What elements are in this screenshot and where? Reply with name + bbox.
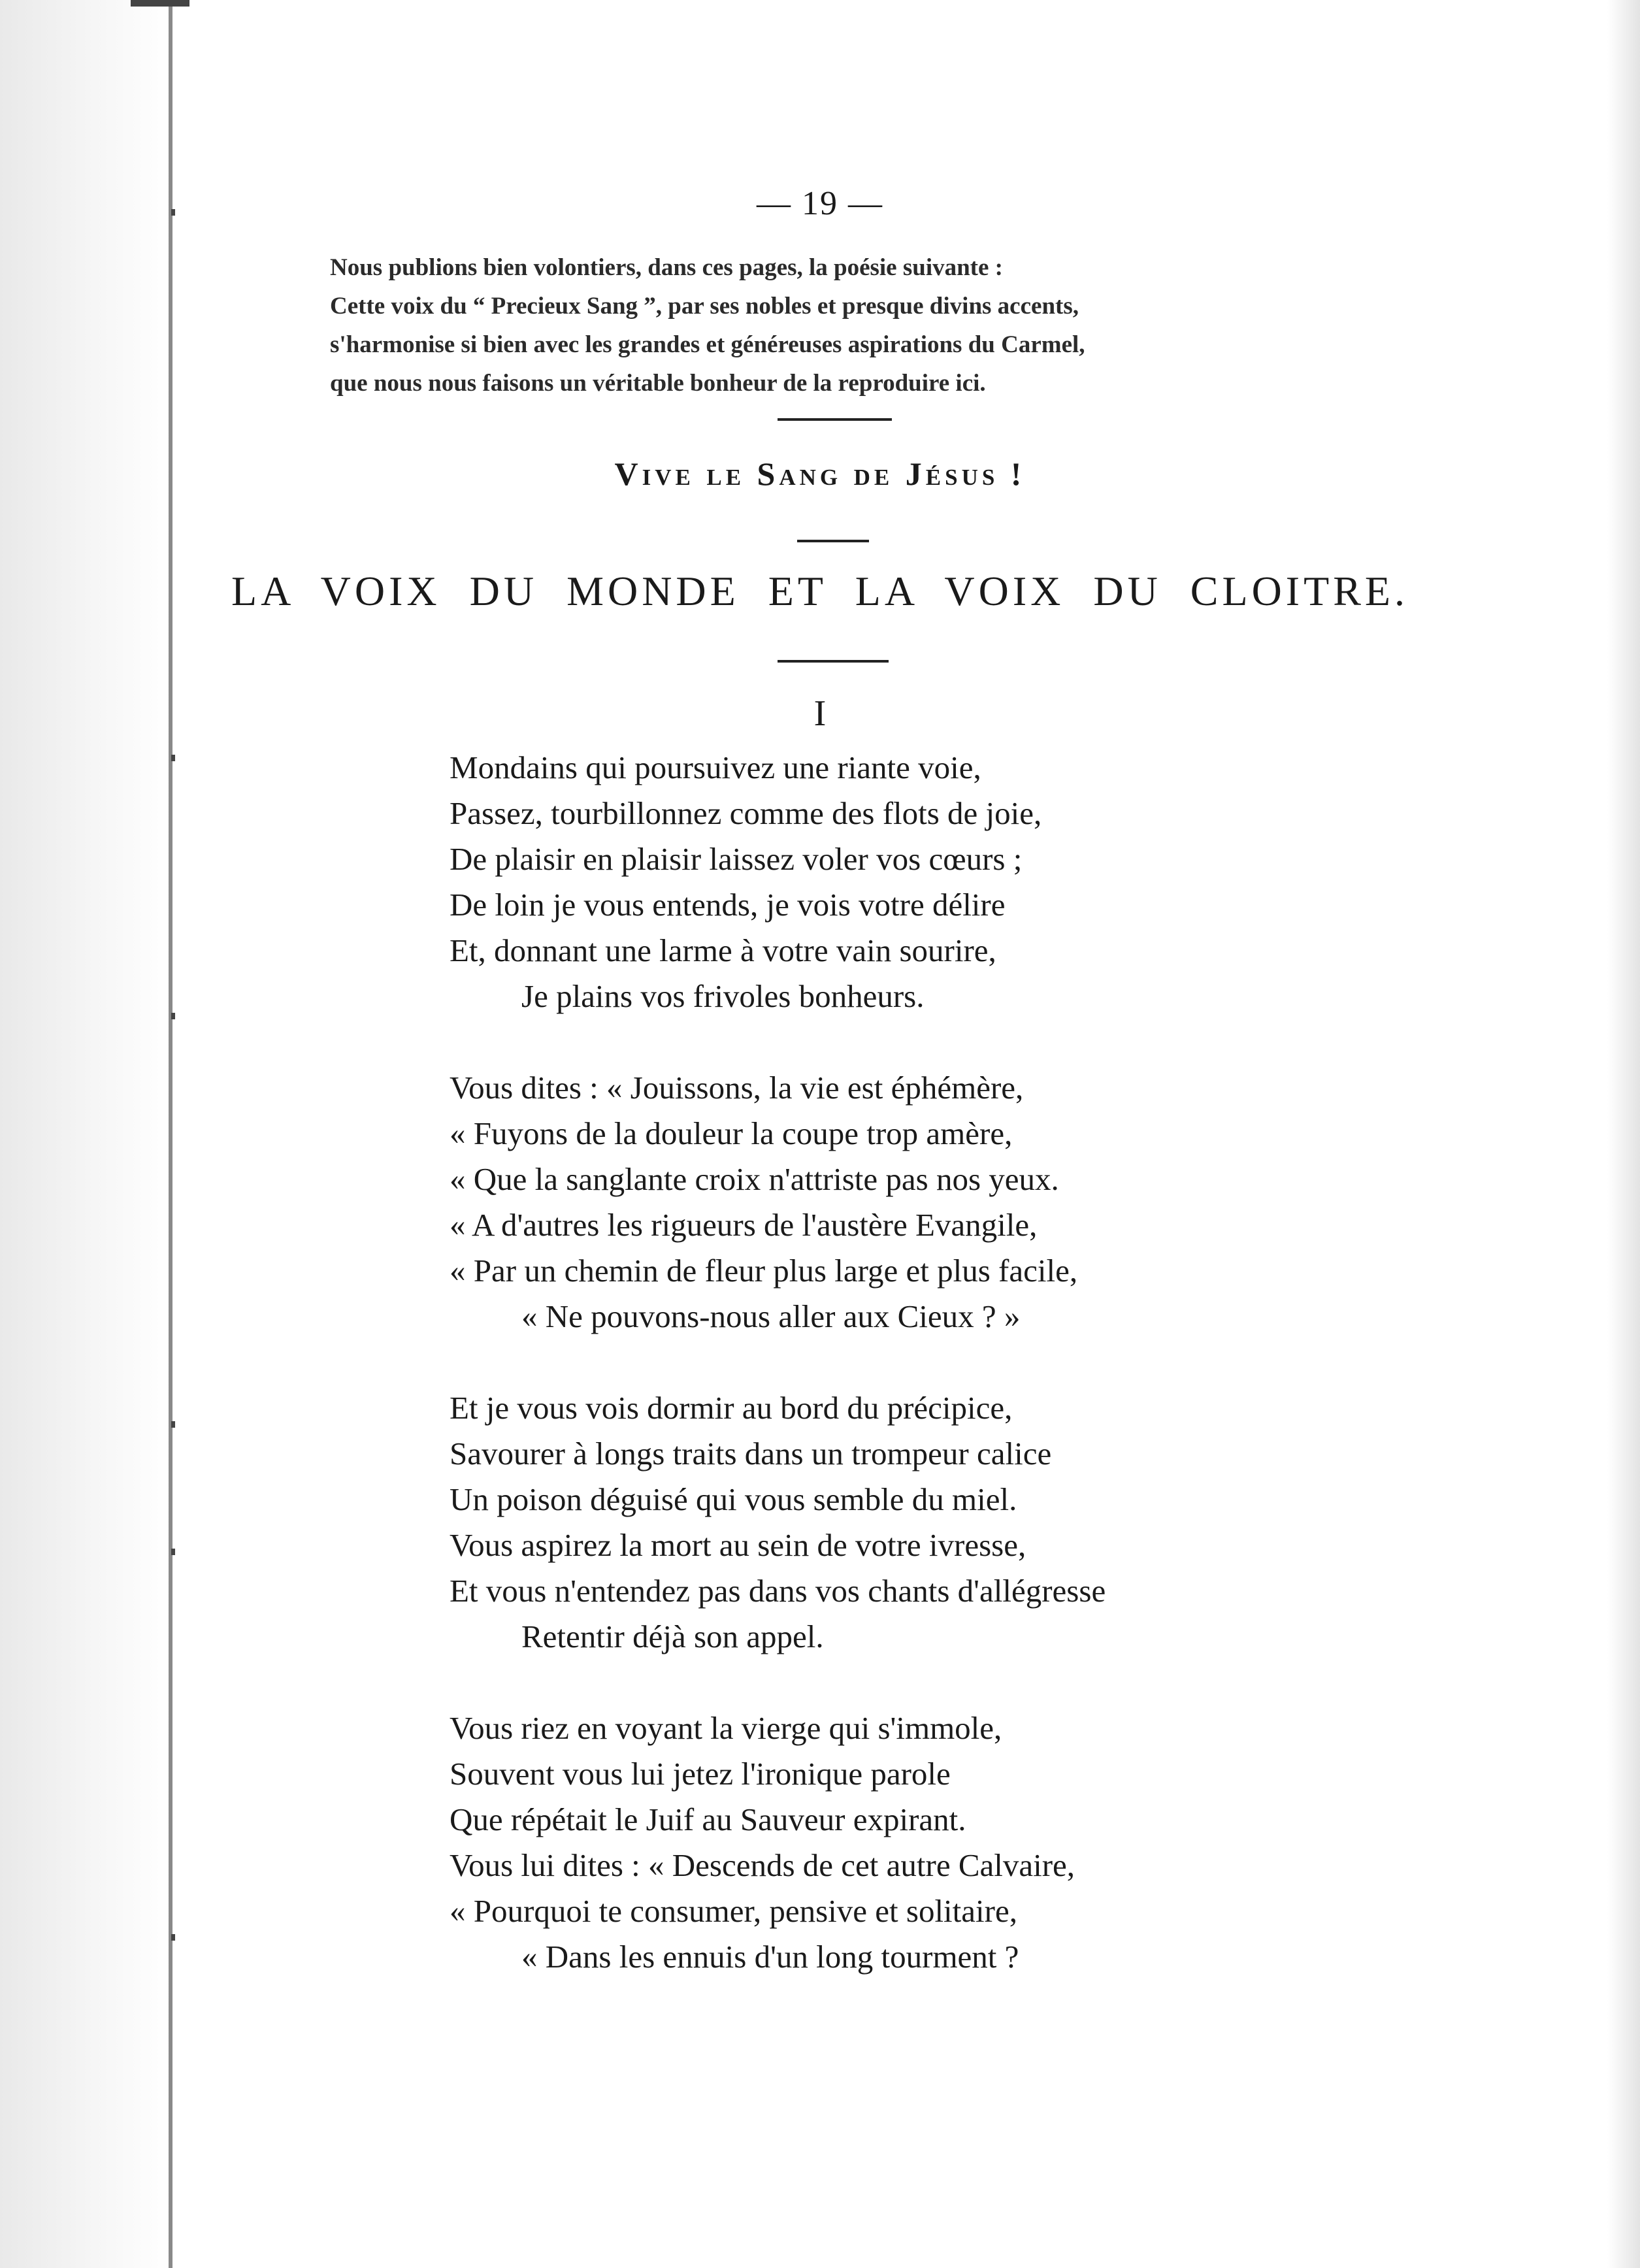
verse-line: Vous aspirez la mort au sein de votre ivresse,: [450, 1527, 1026, 1563]
divider-rule: [778, 660, 889, 663]
divider-rule: [778, 418, 892, 421]
editorial-note-line: Nous publions bien volontiers, dans ces pages, la poésie suivante :: [330, 254, 1004, 281]
verse-line: « Pourquoi te consumer, pensive et solitaire,: [450, 1893, 1017, 1929]
verse-line: « Que la sanglante croix n'attriste pas nos yeux.: [450, 1161, 1059, 1197]
verse-line: Vous lui dites : « Descends de cet autre Calvaire,: [450, 1847, 1075, 1883]
verse-line: Et je vous vois dormir au bord du précipice,: [450, 1390, 1013, 1426]
verse-line: « Fuyons de la douleur la coupe trop amère,: [450, 1115, 1013, 1151]
verse-line: De plaisir en plaisir laissez voler vos cœurs ;: [450, 841, 1023, 877]
margin-speck: [171, 1549, 175, 1555]
margin-speck: [171, 1013, 175, 1019]
stanza: [450, 1705, 1266, 1980]
verse-line: Mondains qui poursuivez une riante voie,: [450, 749, 981, 785]
verse-line: Et, donnant une larme à votre vain sourire,: [450, 932, 996, 968]
verse-line: Et vous n'entendez pas dans vos chants d'allégresse: [450, 1573, 1106, 1609]
verse-line: « Par un chemin de fleur plus large et plus facile,: [450, 1253, 1078, 1289]
page-number: — 19 —: [757, 185, 883, 222]
page-edge-shadow: [1607, 0, 1640, 2268]
margin-speck: [171, 1421, 175, 1428]
editorial-note-line: que nous nous faisons un véritable bonheur de la reproduire ici.: [330, 370, 986, 397]
stanza: [450, 1385, 1266, 1660]
margin-speck: [171, 755, 175, 761]
verse-line: Un poison déguisé qui vous semble du miel.: [450, 1481, 1017, 1517]
verse-line: Souvent vous lui jetez l'ironique parole: [450, 1756, 951, 1792]
verse-line: De loin je vous entends, je vois votre délire: [450, 887, 1006, 923]
verse-line: Retentir déjà son appel.: [521, 1619, 824, 1654]
verse-line: « Ne pouvons-nous aller aux Cieux ? »: [521, 1298, 1021, 1334]
verse-line: Vous dites : « Jouissons, la vie est éphémère,: [450, 1070, 1024, 1106]
divider-rule: [797, 540, 869, 542]
verse-line: Je plains vos frivoles bonheurs.: [521, 978, 925, 1014]
verse-line: Passez, tourbillonnez comme des flots de joie,: [450, 795, 1042, 831]
margin-speck: [171, 1934, 175, 1941]
page-gutter: [0, 0, 171, 2268]
stanza: [450, 745, 1266, 1019]
verse-line: « Dans les ennuis d'un long tourment ?: [521, 1939, 1019, 1975]
verse-line: Vous riez en voyant la vierge qui s'immole,: [450, 1710, 1002, 1746]
binding-edge: [169, 0, 172, 2268]
poem-title: LA VOIX DU MONDE ET LA VOIX DU CLOITRE.: [231, 568, 1409, 614]
dedication-heading: Vive le Sang de Jésus !: [614, 455, 1026, 492]
editorial-note-line: s'harmonise si bien avec les grandes et généreuses aspirations du Carmel,: [330, 331, 1085, 358]
verse-line: « A d'autres les rigueurs de l'austère Evangile,: [450, 1207, 1038, 1243]
editorial-note: [330, 248, 1339, 403]
section-numeral: I: [813, 693, 827, 734]
editorial-note-line: Cette voix du “ Precieux Sang ”, par ses nobles et presque divins accents,: [330, 293, 1079, 320]
verse-line: Savourer à longs traits dans un trompeur calice: [450, 1436, 1052, 1471]
stanza: [450, 1065, 1266, 1339]
scan-mark: [131, 0, 189, 7]
verse-line: Que répétait le Juif au Sauveur expirant.: [450, 1801, 966, 1837]
